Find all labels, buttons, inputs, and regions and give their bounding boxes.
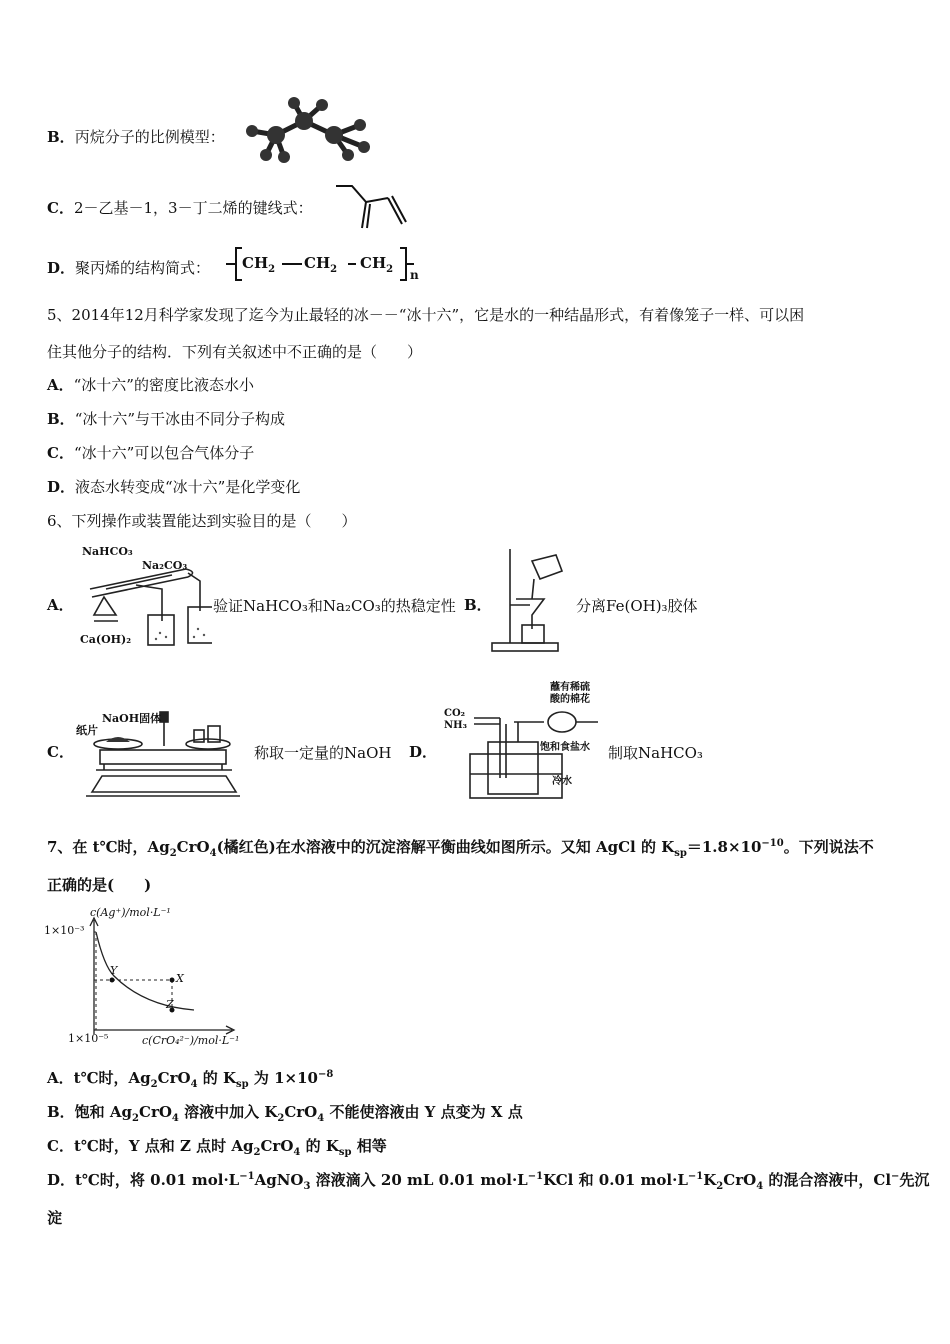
q7-option-c: C．t℃时，Y 点和 Z 点时 $Ag_2CrO_4$ 的 $K_{sp}$ 相等 (47, 1137, 387, 1158)
q5-stem-line2: 住其他分子的结构．下列有关叙述中不正确的是（ ） (47, 343, 423, 361)
q6-stem: 6、下列操作或装置能达到实验目的是（ ） (47, 512, 357, 530)
q6c-balance (76, 708, 240, 804)
option-text: “冰十六”可以包合气体分子 (73, 444, 255, 462)
q6-option-d-label: D． (409, 743, 438, 761)
q6d-apparatus (444, 678, 606, 800)
q7-stem-line1: 7、在 t℃时，$Ag_2CrO_4$(橘红色)在水溶液中的沉淀溶解平衡曲线如图所示。又知 AgCl 的 $K_{sp}=1.8\times 10^{-10}$。下列说法不 (47, 838, 874, 859)
naoh-label: NaOH固体 (102, 712, 162, 725)
q6b-caption: 分离Fe(OH)₃胶体 (576, 597, 698, 615)
q6-option-a-label: A． (47, 596, 74, 614)
option-label: B． (47, 410, 75, 428)
option-text: 液态水转变成“冰十六”是化学变化 (75, 478, 301, 496)
cold-water-label: 冷水 (552, 776, 572, 787)
option-text: “冰十六”与干冰由不同分子构成 (74, 410, 286, 428)
option-label: C． (47, 444, 74, 462)
y-axis-tick: 1×10⁻³ (44, 924, 85, 937)
q7-option-d-end: 淀 (47, 1209, 63, 1227)
paper-label: 纸片 (76, 724, 98, 737)
butadiene-skeletal-formula (330, 180, 410, 232)
q5-option-c (47, 443, 254, 463)
q7-option-a: A．t℃时，$Ag_2CrO_4$ 的 $K_{sp}$ 为 $1\times 10^{-8}$ (47, 1069, 334, 1090)
option-label: D． (47, 259, 76, 277)
q6-option-b-label: B． (464, 596, 492, 614)
q6c-caption: 称取一定量的NaOH (254, 744, 392, 762)
point-x-label: X (176, 972, 184, 985)
x-axis-label: c(CrO₄²⁻)/mol·L⁻¹ (142, 1034, 240, 1047)
q4-option-b (47, 127, 225, 147)
cotton-label-1: 蘸有稀硫 (550, 682, 590, 693)
caoh2-label: Ca(OH)₂ (80, 633, 132, 646)
option-label: D． (47, 478, 76, 496)
q5-stem-line1: 5、2014年12月科学家发现了迄今为止最轻的冰－－“冰十六”，它是水的一种结晶形式，有着像笼子一样、可以困 (47, 306, 805, 324)
nahco3-label: NaHCO₃ (82, 545, 133, 558)
q6d-caption: 制取NaHCO₃ (608, 744, 703, 762)
option-label: C． (47, 199, 74, 217)
q7-option-b: B．饱和 $Ag_2CrO_4$ 溶液中加入 $K_2CrO_4$ 不能使溶液由 Y 点变为 X 点 (47, 1103, 523, 1124)
q7-stem-line2: 正确的是( ) (47, 876, 152, 894)
q6-option-c-label: C． (47, 743, 74, 761)
option-text: 2－乙基－1，3－丁二烯的键线式： (73, 199, 313, 217)
q7-solubility-graph (44, 906, 244, 1052)
q6b-filtration-apparatus (490, 545, 568, 653)
option-text: 丙烷分子的比例模型： (74, 128, 225, 146)
q7-option-d: D．t℃时，将 0.01 $mol\cdot L^{-1}AgNO_3$ 溶液滴入 20 mL 0.01 $mol\cdot L^{-1}KCl$ 和 0.01 $mol\cdot L^{-1}K_2CrO_4$ 的混合溶液中，Cl−先沉 (47, 1171, 930, 1192)
cotton-label-2: 酸的棉花 (550, 694, 590, 705)
point-y-label: Y (110, 964, 118, 977)
option-text: 聚丙烯的结构简式： (75, 259, 211, 277)
q4-option-d (47, 258, 210, 278)
q4-option-c (47, 198, 313, 218)
option-text: “冰十六”的密度比液态水小 (73, 376, 254, 394)
option-label: A． (47, 376, 74, 394)
option-label: B． (47, 128, 75, 146)
q5-option-d (47, 477, 300, 497)
na2co3-label: Na₂CO₃ (142, 559, 188, 572)
q5-option-a (47, 375, 254, 395)
q5-option-b (47, 409, 285, 429)
q6a-caption: 验证NaHCO₃和Na₂CO₃的热稳定性 (213, 597, 456, 615)
co2-label: CO₂ (444, 708, 466, 719)
q6a-apparatus (76, 545, 212, 651)
point-z-label: Z (166, 998, 174, 1011)
polypropylene-formula: $CH_2$ $CH_2$ $CH_2$ n (222, 244, 422, 284)
y-axis-label: c(Ag⁺)/mol·L⁻¹ (90, 906, 171, 919)
propane-ball-stick-model (238, 97, 370, 165)
brine-label: 饱和食盐水 (540, 742, 590, 753)
x-axis-tick: 1×10⁻⁵ (68, 1032, 109, 1045)
nh3-label: NH₃ (444, 720, 467, 731)
